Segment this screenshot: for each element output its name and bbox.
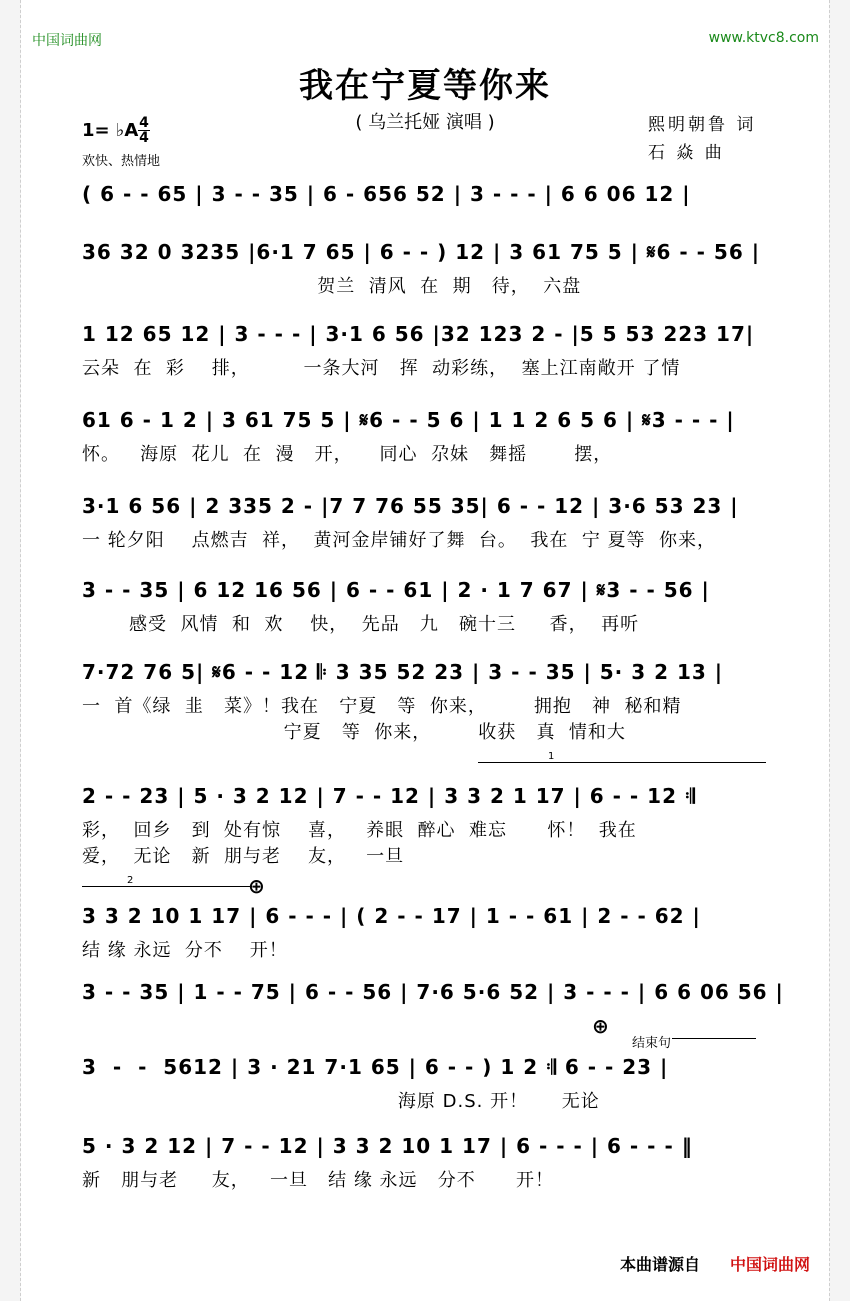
source-label: 本曲谱源自 [620, 1255, 701, 1274]
coda-sign-2: ⊕ [592, 1014, 609, 1038]
right-watermark-strip [829, 0, 850, 1301]
volta-2 [82, 875, 252, 887]
volta-1-number: 1 [548, 751, 555, 762]
lyric-line: 宁夏 等 你来， 收获 真 情和大 [82, 722, 626, 743]
lyric-line: 结 缘 永远 分不 开！ [82, 940, 288, 961]
source-brand[interactable]: 中国词曲网 [730, 1255, 811, 1274]
ending-label: 结束句 [632, 1036, 672, 1051]
notation-row: 3 - - 5612 | 3 · 21 7·1 65 | 6 - - ) 1 2 𝄇 6 - - 23 | [82, 1055, 669, 1079]
lyric-line: 一 轮夕阳 点燃吉 祥， 黄河金岸铺好了舞 台。 我在 宁 夏等 你来， [82, 530, 716, 551]
lyric-line: 感受 风情 和 欢 快， 先品 九 碗十三 香， 再听 [82, 614, 640, 635]
notation-row: 7·72 76 5| 𝄋6 - - 12 𝄆 3 35 52 23 | 3 - - 35 | 5· 3 2 13 | [82, 660, 724, 684]
notation-row: 1 12 65 12 | 3 - - - | 3·1 6 56 |32 123 2 - |5 5 53 223 17| [82, 322, 755, 346]
lyric-line: 彩， 回乡 到 处有惊 喜， 养眼 醉心 难忘 怀！ 我在 [82, 820, 637, 841]
song-title: 我在宁夏等你来 [299, 66, 551, 106]
lyric-line: 云朵 在 彩 排， 一条大河 挥 动彩练， 塞上江南敞开 了情 [82, 358, 681, 379]
lyric-line: 新 朋与老 友， 一旦 结 缘 永远 分不 开！ [82, 1170, 555, 1191]
volta-1 [478, 751, 766, 763]
tempo-marking: 欢快、热情地 [82, 154, 161, 169]
lyric-line: 贺兰 清风 在 期 待， 六盘 [82, 276, 582, 297]
notation-row: 3·1 6 56 | 2 335 2 - |7 7 76 55 35| 6 - - 12 | 3·6 53 23 | [82, 494, 739, 518]
notation-row: 3 3 2 10 1 17 | 6 - - - | ( 2 - - 17 | 1 - - 61 | 2 - - 62 | [82, 904, 701, 928]
coda-sign-1: ⊕ [248, 874, 265, 898]
lyricist-credit: 熙明朝鲁 词 [648, 115, 757, 135]
composer-credit: 石 焱 曲 [648, 143, 725, 163]
notation-row: 61 6 - 1 2 | 3 61 75 5 | 𝄋6 - - 5 6 | 1 1 2 6 5 6 | 𝄋3 - - - | [82, 408, 735, 432]
notation-row: 36 32 0 3235 |6·1 7 65 | 6 - - ) 12 | 3 61 75 5 | 𝄋6 - - 56 | [82, 240, 761, 264]
lyric-line: 一 首《绿 韭 菜》！我在 宁夏 等 你来， 拥抱 神 秘和精 [82, 696, 682, 717]
site-name[interactable]: 中国词曲网 [32, 33, 102, 49]
time-signature [138, 116, 150, 145]
lyric-line: 海原 D.S. 开！ 无论 [82, 1091, 600, 1112]
notation-row: 5 · 3 2 12 | 7 - - 12 | 3 3 2 10 1 17 | 6 - - - | 6 - - - ‖ [82, 1134, 693, 1158]
lyric-line: 怀。 海原 花儿 在 漫 开， 同心 尕妹 舞摇 摆， [82, 444, 613, 465]
notation-row: 3 - - 35 | 6 12 16 56 | 6 - - 61 | 2 · 1 7 67 | 𝄋3 - - 56 | [82, 578, 710, 602]
left-watermark-strip [0, 0, 21, 1301]
notation-row: 2 - - 23 | 5 · 3 2 12 | 7 - - 12 | 3 3 2 1 17 | 6 - - 12 𝄇 [82, 784, 696, 808]
notation-row: ( 6 - - 65 | 3 - - 35 | 6 - 656 52 | 3 - - - | 6 6 06 12 | [82, 182, 691, 206]
key-signature: 1= ♭A [82, 120, 139, 141]
time-bottom: 4 [139, 130, 149, 146]
time-top: 4 [139, 115, 149, 131]
notation-row: 3 - - 35 | 1 - - 75 | 6 - - 56 | 7·6 5·6 52 | 3 - - - | 6 6 06 56 | [82, 980, 784, 1004]
lyric-line: 爱， 无论 新 朋与老 友， 一旦 [82, 846, 405, 867]
volta-2-number: 2 [127, 875, 134, 886]
singer-credit: ( 乌兰托娅 演唱 ) [355, 112, 495, 133]
ending-line [672, 1038, 756, 1039]
site-url[interactable]: www.ktvc8.com [708, 30, 819, 46]
